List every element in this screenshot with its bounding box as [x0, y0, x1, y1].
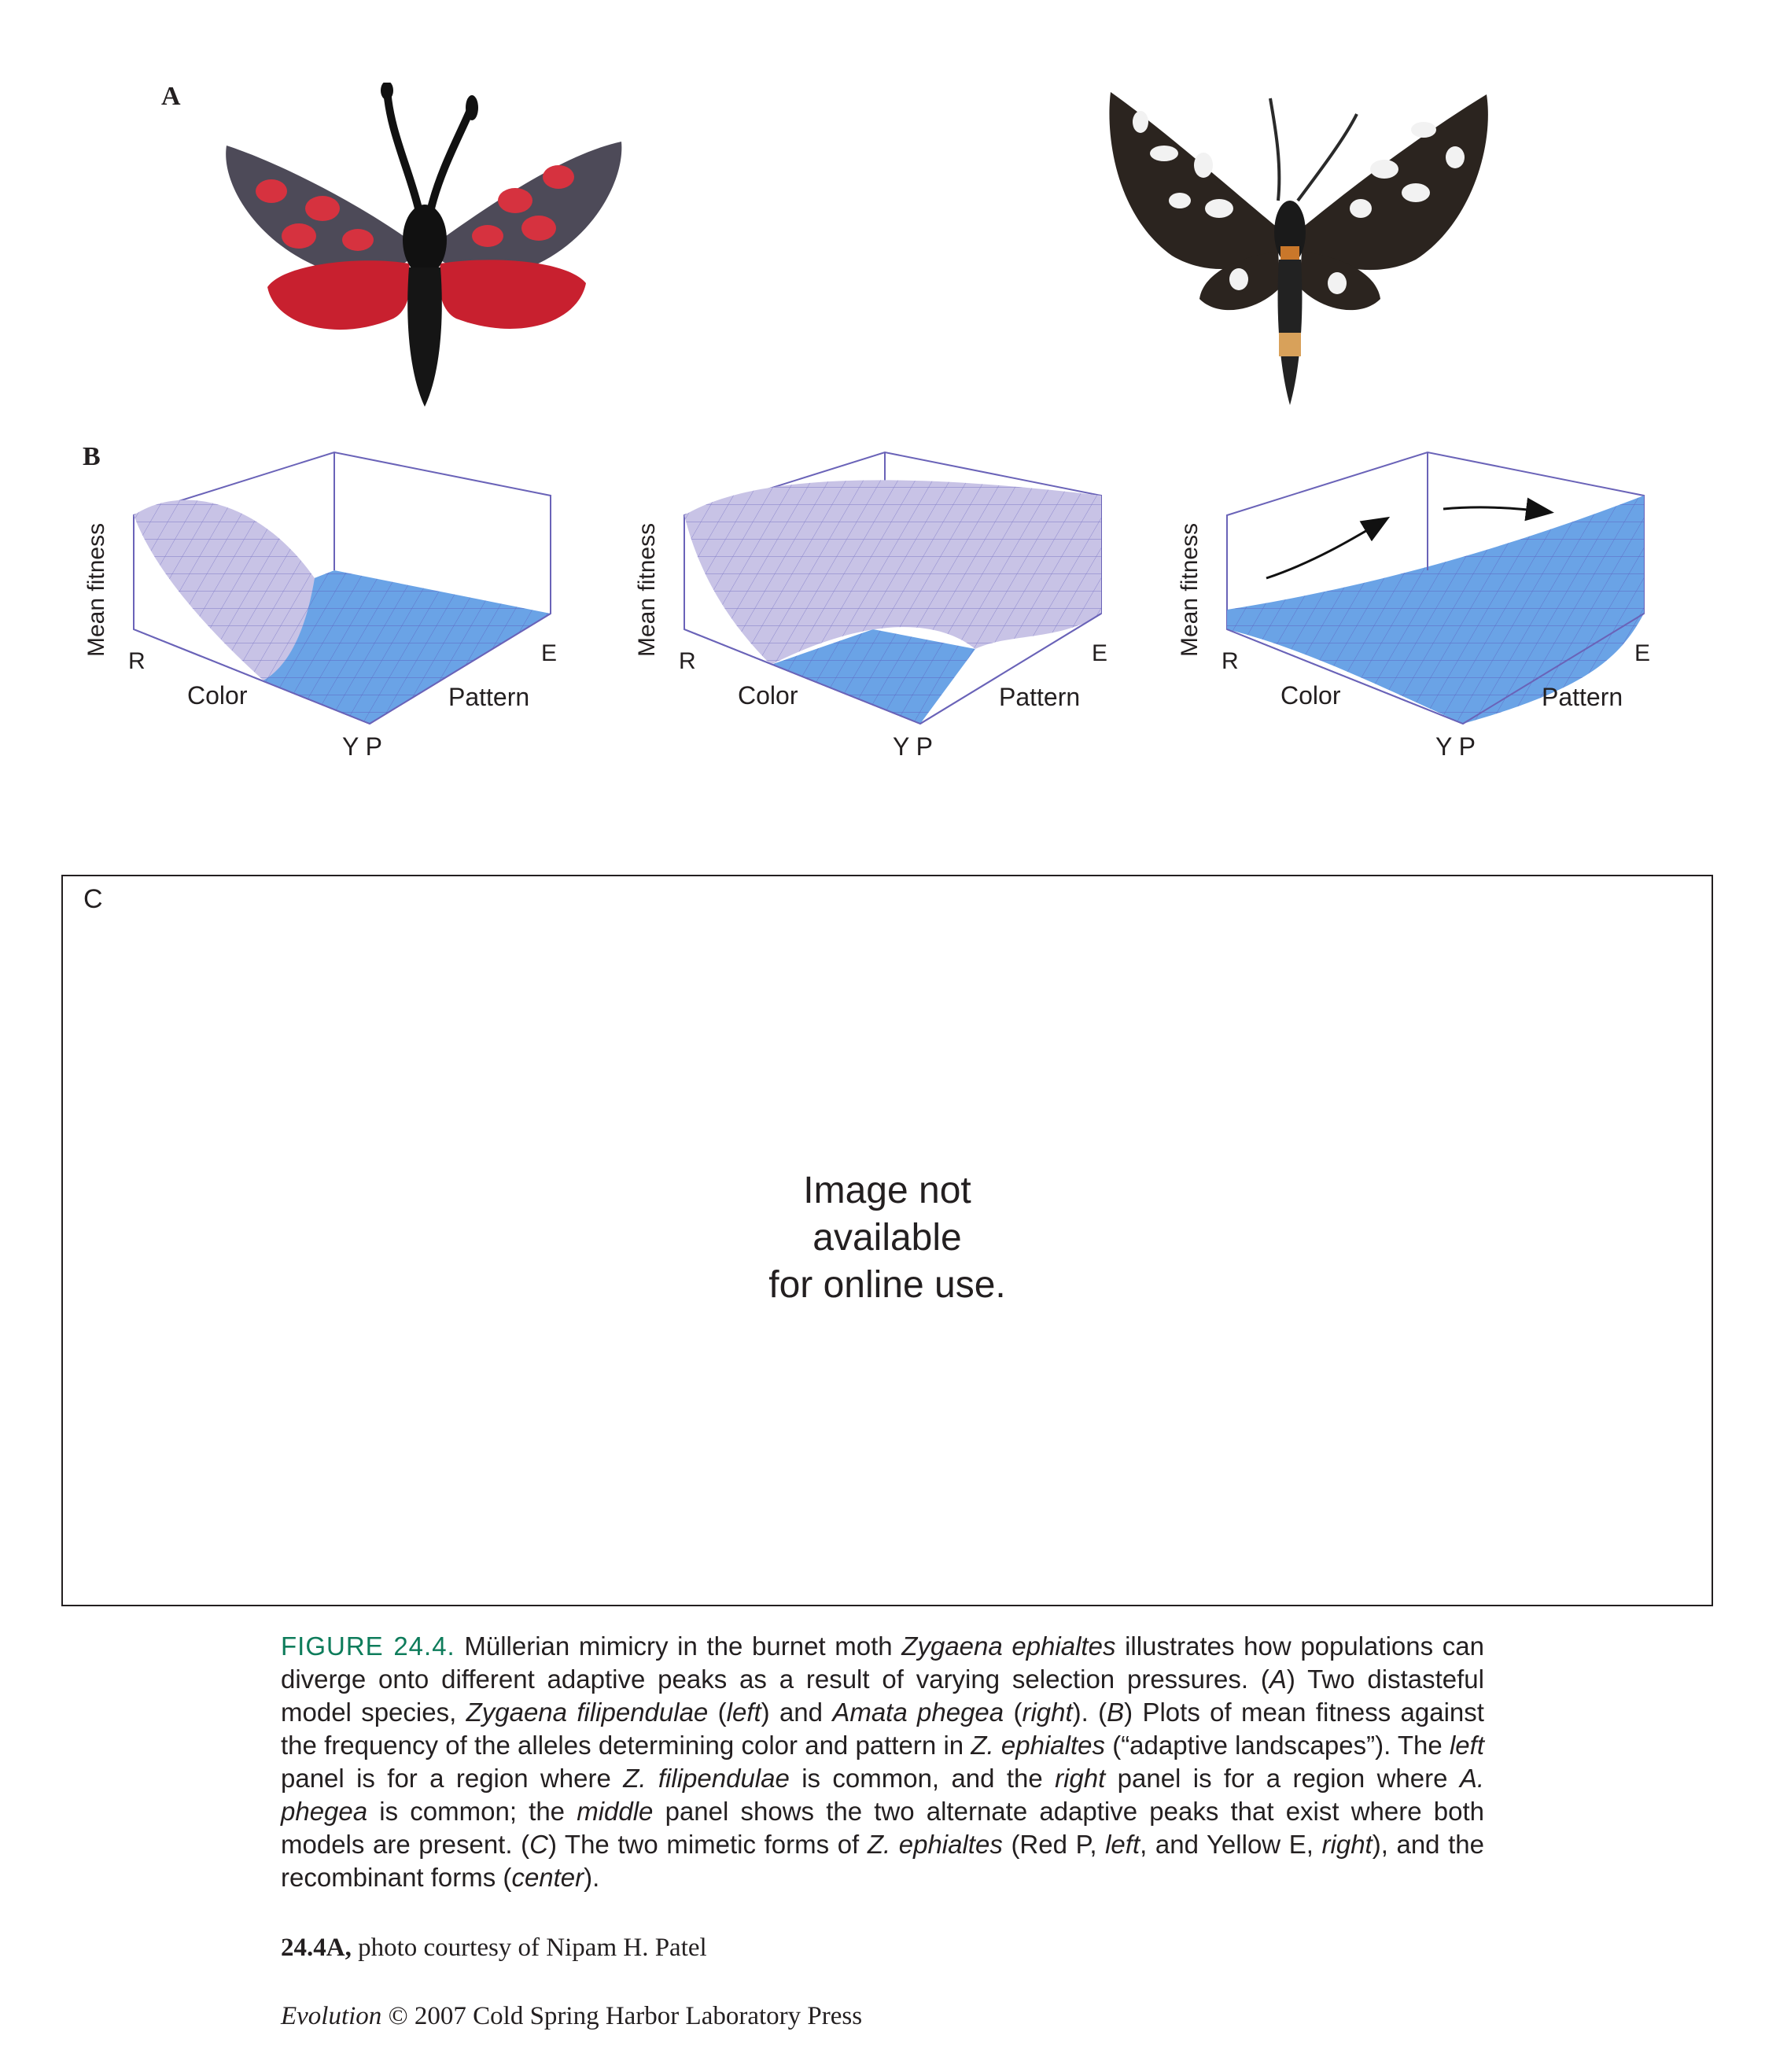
moth-photo-amata-phegea: [1101, 83, 1494, 413]
panel-c-image-placeholder: [61, 875, 1713, 1606]
color-axis-label: Color: [1280, 681, 1341, 710]
panel-label-b: B: [83, 442, 101, 471]
yp-label: Y P: [342, 732, 382, 761]
yp-label: Y P: [1435, 732, 1476, 761]
fitness-increase-arrow: [1266, 519, 1386, 578]
r-label: R: [679, 648, 696, 674]
color-axis-label: Color: [187, 681, 248, 710]
copyright-line: Evolution © 2007 Cold Spring Harbor Laboratory Press: [281, 2002, 863, 2030]
fitness-plot-middle: [634, 452, 1140, 783]
y-axis-label: Mean fitness: [1177, 522, 1203, 657]
yp-label: Y P: [893, 732, 933, 761]
pattern-axis-label: Pattern: [1542, 683, 1623, 711]
fitness-plot-right: [1177, 452, 1683, 783]
e-label: E: [1092, 640, 1108, 666]
pattern-axis-label: Pattern: [448, 683, 530, 711]
e-label: E: [1634, 640, 1651, 666]
fitness-plot-left: [83, 452, 590, 783]
panel-label-c: C: [83, 884, 103, 914]
image-not-available-notice: Image not available for online use.: [768, 1170, 1006, 1306]
y-axis-label: Mean fitness: [634, 522, 660, 657]
figure-caption: FIGURE 24.4. Müllerian mimicry in the burnet moth Zygaena ephialtes illustrates how populations can diverge onto different adaptive peaks as a result of varying selection pressures. (A) Two distasteful model species, Zygaena filipendulae (left) and Amata phegea (right). (B) Plots of mean fitness against the frequency of the alleles determining color and pattern in Z. ephialtes (“adaptive landscapes”). The left panel is for a region where Z. filipendulae is common, and the right panel is for a region where A. phegea is common; the middle panel shows the two alternate adaptive peaks that exist where both models are present. (C) The two mimetic forms of Z. ephialtes (Red P, left, and Yellow E, right), and the recombinant forms (center).: [281, 1631, 1485, 1892]
moth-photo-zygaena-filipendulae: [212, 83, 637, 413]
r-label: R: [1221, 648, 1239, 674]
y-axis-label: Mean fitness: [83, 522, 109, 657]
figure-number: FIGURE 24.4.: [281, 1631, 455, 1661]
fitness-increase-arrow: [1443, 507, 1549, 512]
panel-label-a: A: [161, 82, 181, 111]
color-axis-label: Color: [738, 681, 798, 710]
r-label: R: [128, 648, 146, 674]
e-label: E: [541, 640, 558, 666]
pattern-axis-label: Pattern: [999, 683, 1081, 711]
photo-credit: 24.4A, photo courtesy of Nipam H. Patel: [281, 1934, 707, 1962]
